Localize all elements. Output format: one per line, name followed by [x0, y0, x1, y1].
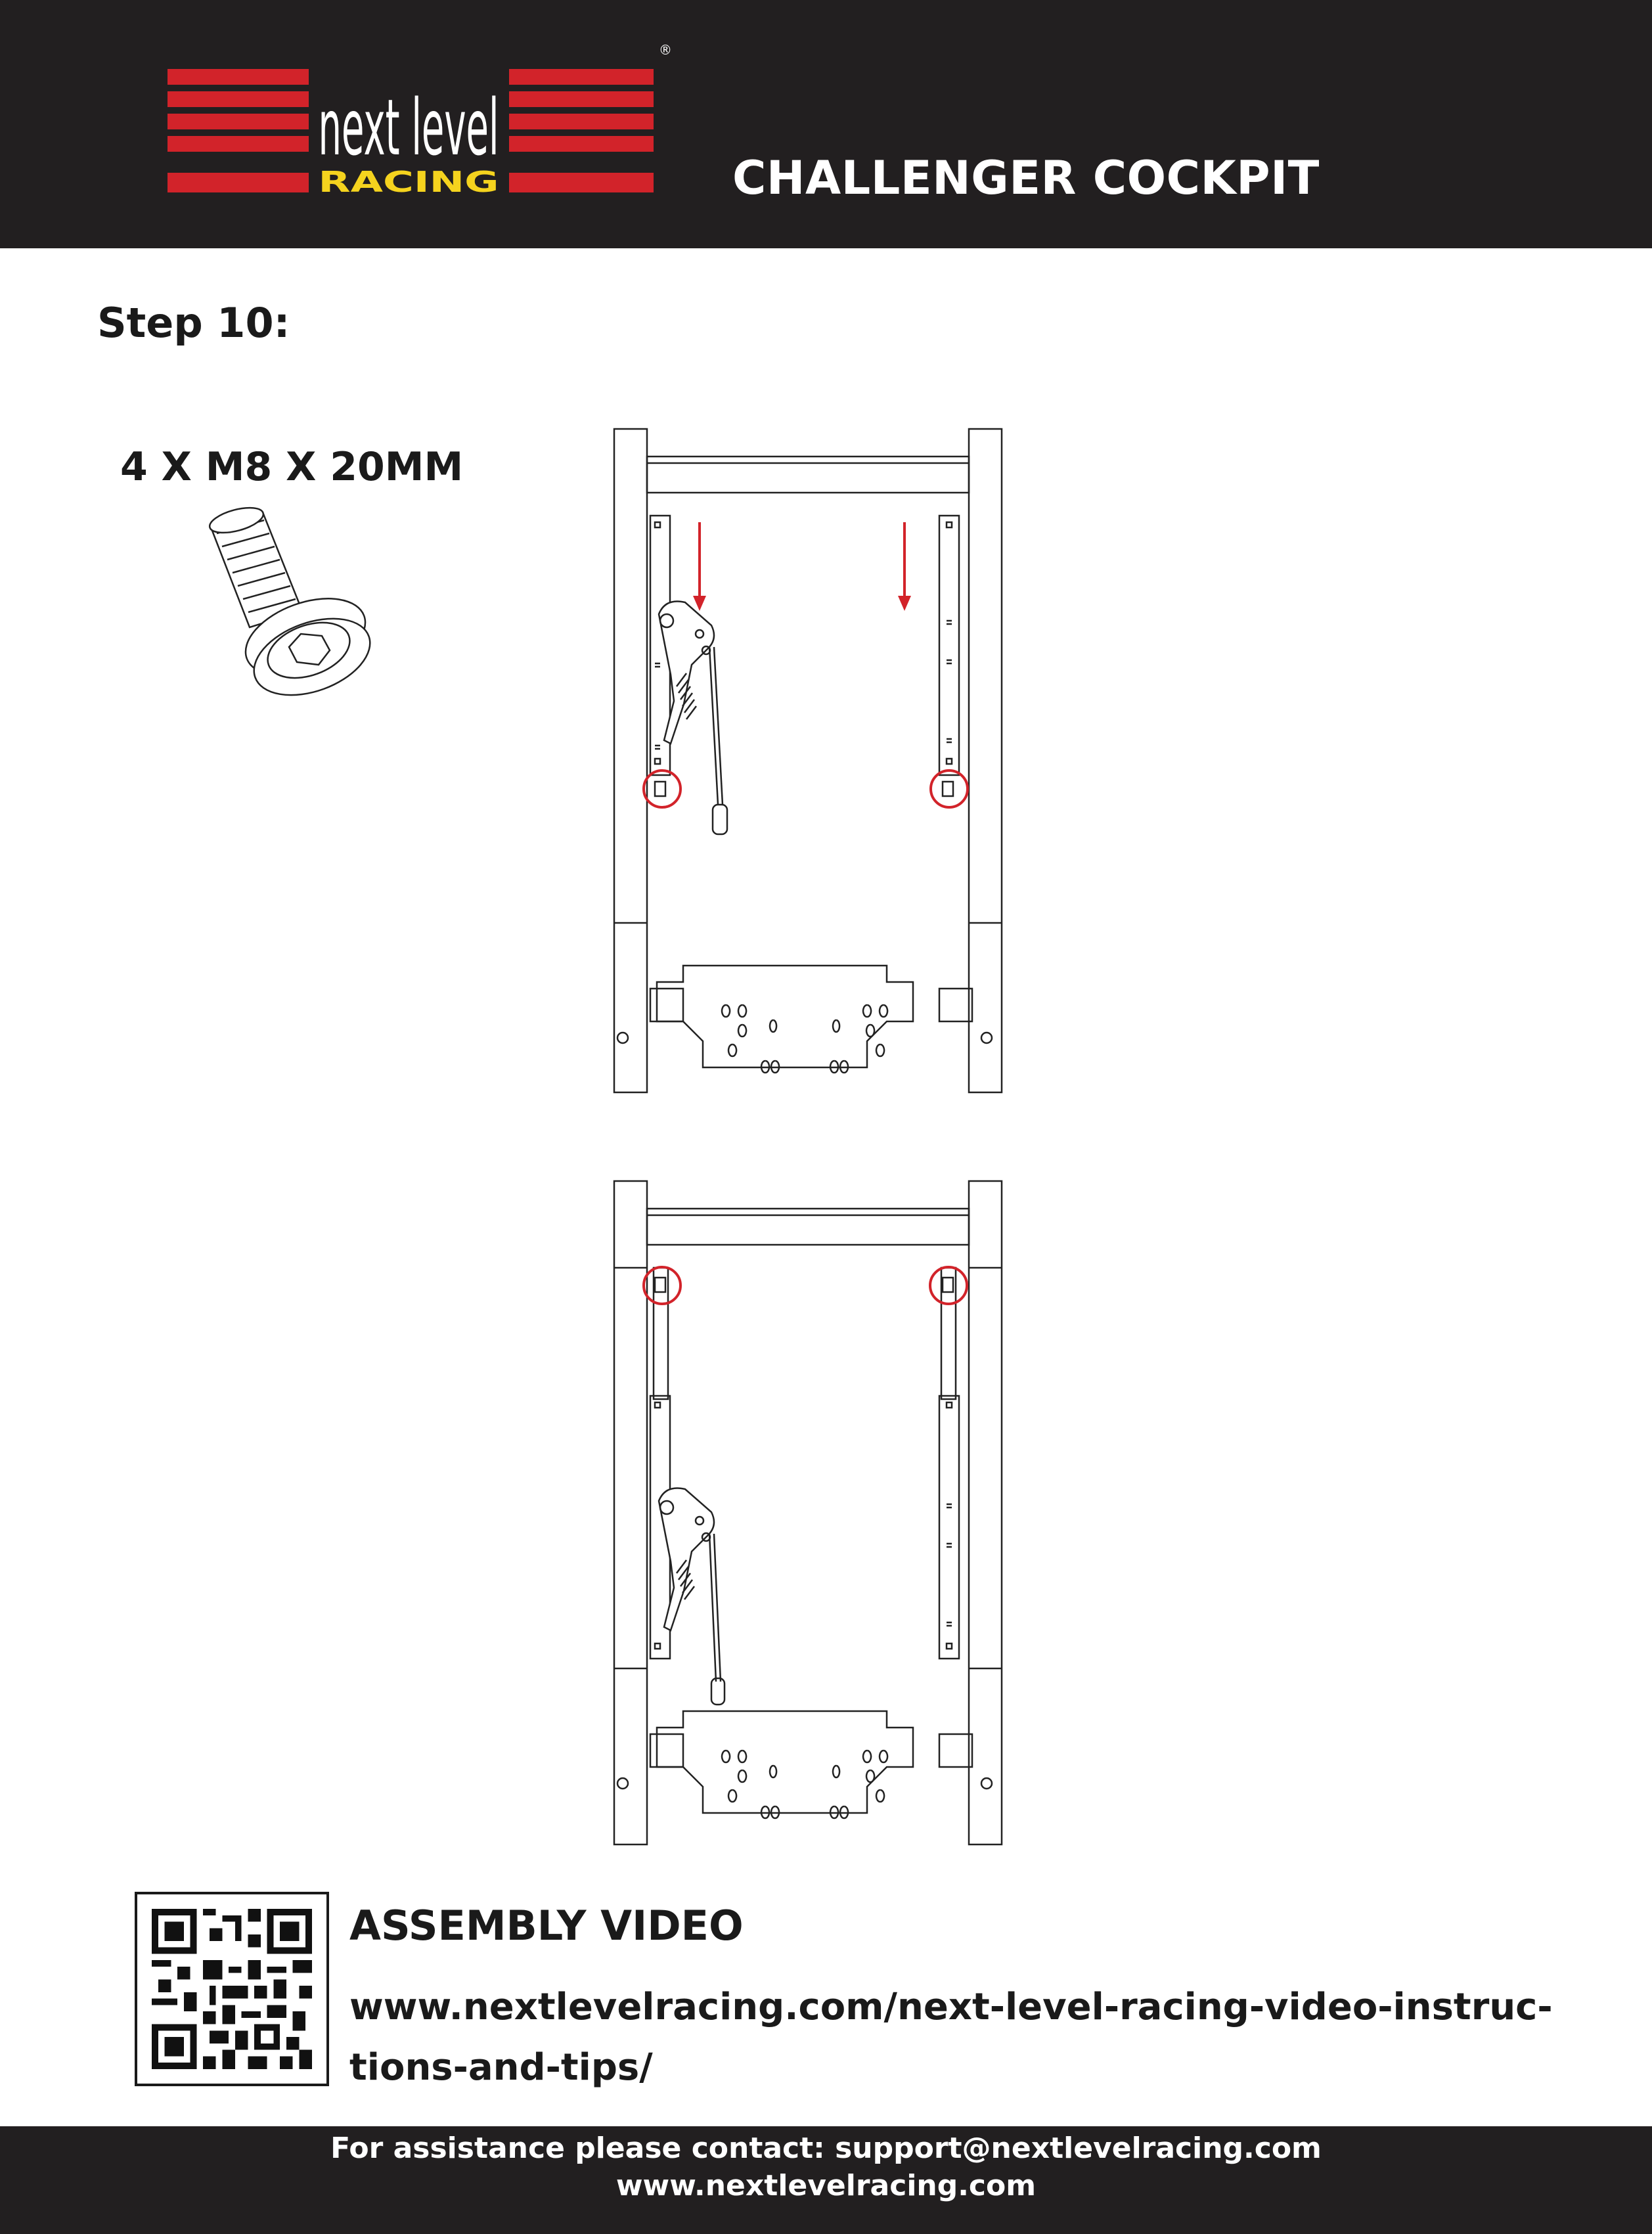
assembly-video-link[interactable]: www.nextlevelracing.com/next-level-racing-video-instruc-tions-and-tips/	[349, 1986, 1553, 2089]
cockpit-diagram-before	[601, 424, 1021, 1094]
assembly-video-title: ASSEMBLY VIDEO	[349, 1902, 744, 1950]
page-title: CHALLENGER COCKPIT	[732, 151, 1320, 205]
bolt-location-circles	[644, 1267, 967, 1304]
bolt-location-circles	[644, 771, 968, 807]
support-contact[interactable]: For assistance please contact: support@nextlevelracing.com	[330, 2132, 1322, 2165]
next-level-racing-logo	[167, 42, 672, 200]
right-seat-slider	[939, 516, 959, 775]
registered-mark: ®	[659, 42, 672, 58]
step-title: Step 10:	[97, 299, 290, 347]
page-header	[0, 0, 1652, 248]
logo-racing: RACING	[318, 166, 499, 199]
parts-label: 4 X M8 X 20MM	[120, 444, 464, 490]
website-link[interactable]: www.nextlevelracing.com	[615, 2169, 1037, 2202]
slide-down-arrows	[693, 522, 911, 611]
logo-wordmark: next level	[318, 82, 499, 173]
qr-code-icon	[152, 1909, 312, 2069]
qr-code[interactable]	[135, 1892, 329, 2086]
cockpit-diagram-after	[601, 1176, 1021, 1846]
hex-socket-bolt-icon	[190, 499, 374, 709]
